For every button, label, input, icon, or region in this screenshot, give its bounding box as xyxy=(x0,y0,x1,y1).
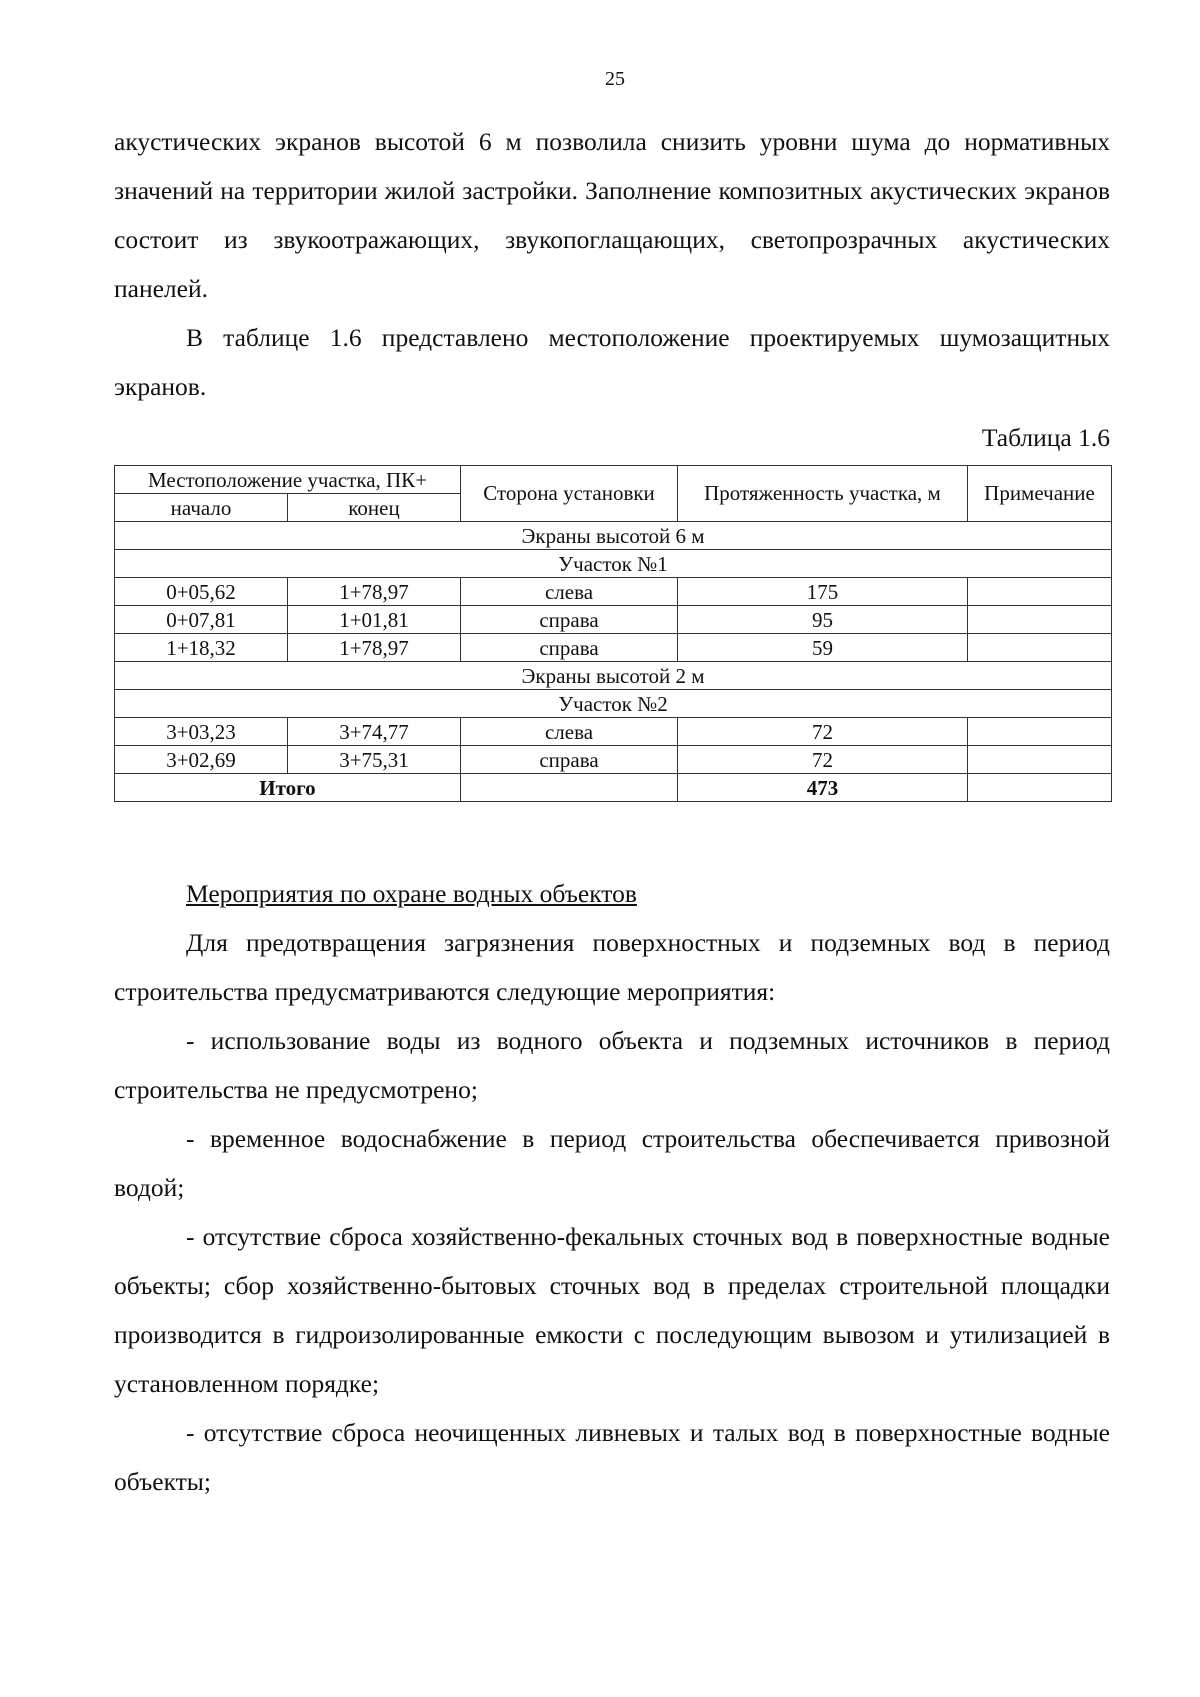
cell-note xyxy=(968,634,1112,662)
cell-end: 1+01,81 xyxy=(288,606,461,634)
cell-end: 3+75,31 xyxy=(288,746,461,774)
cell-length: 175 xyxy=(678,578,968,606)
cell-start: 3+03,23 xyxy=(115,718,288,746)
cell-length: 95 xyxy=(678,606,968,634)
cell-start: 0+05,62 xyxy=(115,578,288,606)
header-side: Сторона установки xyxy=(461,466,678,522)
header-end: конец xyxy=(288,494,461,522)
water-paragraph-2: - использование воды из водного объекта и подземных источников в период строительства не предусмотрено; xyxy=(114,1026,1110,1104)
table-row xyxy=(115,746,1112,774)
cell-side: справа xyxy=(461,634,678,662)
water-paragraph-3: - временное водоснабжение в период строительства обеспечивается привозной водой; xyxy=(114,1124,1110,1202)
cell-end: 3+74,77 xyxy=(288,718,461,746)
water-section-heading: Мероприятия по охране водных объектов xyxy=(186,879,637,908)
intro-paragraph-1: акустических экранов высотой 6 м позволила снизить уровни шума до нормативных значений на территории жилой застройки. Заполнение композитных акустических экранов состоит из звукоотражающих, звукопоглащающих, светопрозрачных акустических панелей. xyxy=(114,127,1110,303)
cell-start: 3+02,69 xyxy=(115,746,288,774)
cell-length: 72 xyxy=(678,746,968,774)
table-row xyxy=(115,634,1112,662)
cell-note xyxy=(968,746,1112,774)
water-paragraph-5: - отсутствие сброса неочищенных ливневых и талых вод в поверхностные водные объекты; xyxy=(114,1418,1110,1496)
table-group-row xyxy=(115,662,1112,690)
cell-length: 72 xyxy=(678,718,968,746)
cell-end: 1+78,97 xyxy=(288,578,461,606)
header-length: Протяженность участка, м xyxy=(678,466,968,522)
group-label: Экраны высотой 6 м xyxy=(115,522,1112,550)
cell-note xyxy=(968,718,1112,746)
cell-note xyxy=(968,578,1112,606)
total-label: Итого xyxy=(115,774,461,802)
header-note: Примечание xyxy=(968,466,1112,522)
header-location: Местоположение участка, ПК+ xyxy=(115,466,461,494)
water-paragraph-1: Для предотвращения загрязнения поверхностных и подземных вод в период строительства предусматриваются следующие мероприятия: xyxy=(114,928,1110,1006)
cell-side: слева xyxy=(461,578,678,606)
table-segment-row xyxy=(115,690,1112,718)
page-number: 25 xyxy=(605,68,625,90)
cell-side: справа xyxy=(461,746,678,774)
cell-note xyxy=(968,606,1112,634)
table-group-row xyxy=(115,522,1112,550)
total-length: 473 xyxy=(678,774,968,802)
table-header-row xyxy=(115,466,1112,494)
cell-start: 0+07,81 xyxy=(115,606,288,634)
table-caption: Таблица 1.6 xyxy=(981,423,1110,452)
intro-text xyxy=(114,117,1110,411)
table-segment-row xyxy=(115,550,1112,578)
total-side-empty xyxy=(461,774,678,802)
table-row xyxy=(115,718,1112,746)
water-paragraph-4: - отсутствие сброса хозяйственно-фекальных сточных вод в поверхностные водные объекты; сбор хозяйственно-бытовых сточных вод в пределах строительной площадки производится в гидроизолированные емкости с последующим вывозом и утилизацией в установленном порядке; xyxy=(114,1222,1110,1398)
cell-length: 59 xyxy=(678,634,968,662)
table-row xyxy=(115,606,1112,634)
segment-label: Участок №2 xyxy=(115,690,1112,718)
water-section-text xyxy=(114,918,1110,1506)
cell-start: 1+18,32 xyxy=(115,634,288,662)
intro-paragraph-2: В таблице 1.6 представлено местоположение проектируемых шумозащитных экранов. xyxy=(114,323,1110,401)
noise-screens-table xyxy=(114,465,1112,802)
total-note-empty xyxy=(968,774,1112,802)
cell-end: 1+78,97 xyxy=(288,634,461,662)
cell-side: справа xyxy=(461,606,678,634)
group-label: Экраны высотой 2 м xyxy=(115,662,1112,690)
cell-side: слева xyxy=(461,718,678,746)
header-start: начало xyxy=(115,494,288,522)
table-row xyxy=(115,578,1112,606)
table-total-row xyxy=(115,774,1112,802)
segment-label: Участок №1 xyxy=(115,550,1112,578)
